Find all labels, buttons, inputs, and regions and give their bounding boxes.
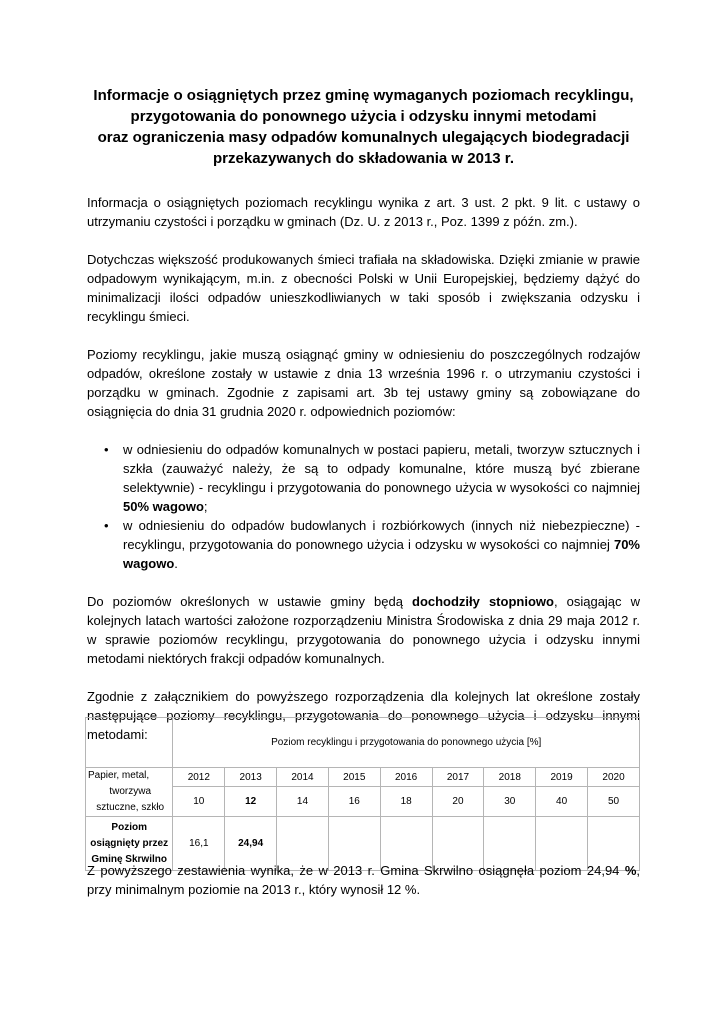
list-item-end: ;: [203, 499, 208, 514]
paragraph-conclusion: [87, 861, 640, 899]
bullet-icon: •: [104, 442, 109, 457]
title-line: przygotowania do ponownego użycia i odzysku innymi metodami: [130, 108, 597, 125]
emphasis-text: %: [624, 863, 637, 878]
min-level-cell: 10: [173, 787, 225, 817]
paragraph-gradual: [87, 592, 640, 668]
text-span: Do poziomów określonych w ustawie gminy będą: [87, 594, 412, 609]
category-line: Papier, metal,: [88, 770, 150, 781]
bullet-icon: •: [104, 518, 109, 533]
year-cell: 2015: [328, 768, 380, 787]
achieved-cell: 24,94: [225, 817, 277, 871]
table-row: [86, 768, 640, 787]
achieved-label-line: osiągnięty przez: [90, 837, 169, 849]
category-line: sztuczne, szkło: [96, 802, 165, 813]
achieved-label-line: Poziom: [111, 821, 147, 833]
paragraph-table-intro: Zgodnie z załącznikiem do powyższego rozporządzenia dla kolejnych lat określone zostały następujące poziomy recyklingu, przygotowania do ponownego użycia i odzysku innymi metodami:: [87, 689, 640, 742]
list-item: [104, 516, 640, 573]
min-level-cell: 12: [225, 787, 277, 817]
year-cell: 2016: [380, 768, 432, 787]
min-level-cell: 30: [484, 787, 536, 817]
min-level-cell: 40: [536, 787, 588, 817]
paragraph-requirements: Poziomy recyklingu, jakie muszą osiągnąć gminy w odniesieniu do poszczególnych rodzajów odpadów, określone zostały w ustawie z dnia 13 września 1996 r. o utrzymaniu czystości i porządku w gminach. Zgodnie z zapisami art. 3b tej ustawy gminy są zobowiązane do osiągnięcia do dnia 31 grudnia 2020 r. odpowiednich poziomów:: [87, 347, 640, 419]
recycling-levels-table: [85, 717, 640, 871]
document-body: [87, 85, 640, 744]
year-cell: 2018: [484, 768, 536, 787]
paragraph-intro: Dotychczas większość produkowanych śmieci trafiała na składowiska. Dzięki zmianie w prawie odpadowym wynikającym, m.in. z obecności Polski w Unii Europejskiej, będziemy dążyć do minimalizacji ilości odpadów unieszkodliwianych w taki sposób i zwiększania odzysku i recyklingu śmieci.: [87, 252, 640, 324]
year-cell: 2014: [277, 768, 329, 787]
list-item: [104, 440, 640, 516]
min-level-cell: 14: [277, 787, 329, 817]
year-cell: 2019: [536, 768, 588, 787]
category-cell: [86, 768, 173, 817]
table-cell-empty: [86, 718, 173, 768]
title-line: Informacje o osiągniętych przez gminę wymaganych poziomach recyklingu,: [93, 87, 634, 104]
min-level-cell: 20: [432, 787, 484, 817]
paragraph-legal-basis: Informacja o osiągniętych poziomach recyklingu wynika z art. 3 ust. 2 pkt. 9 lit. c ustawy o utrzymaniu czystości i porządku w gminach (Dz. U. z 2013 r., Poz. 1399 z późn. zm.).: [87, 195, 640, 229]
title-line: oraz ograniczenia masy odpadów komunalnych ulegających biodegradacji: [97, 129, 630, 146]
min-level-cell: 16: [328, 787, 380, 817]
table-row: [86, 718, 640, 768]
list-item-text: w odniesieniu do odpadów budowlanych i rozbiórkowych (innych niż niebezpieczne) - recyklingu, przygotowania do ponownego użycia i odzysku w wysokości co najmniej: [123, 518, 640, 552]
text-span: , przy minimalnym poziomie na 2013 r., który wynosił 12 %.: [87, 863, 640, 897]
year-cell: 2020: [588, 768, 640, 787]
category-line: tworzywa: [109, 786, 152, 797]
achieved-label-line: Gminę Skrwilno: [91, 853, 167, 865]
emphasis-text: dochodziły stopniowo: [412, 594, 554, 609]
text-span: Z powyższego zestawienia wynika, że w 2013 r. Gmina Skrwilno osiągnęła poziom 24,94: [87, 863, 625, 878]
achieved-cell: 16,1: [173, 817, 225, 871]
year-cell: 2013: [225, 768, 277, 787]
list-item-text: w odniesieniu do odpadów komunalnych w postaci papieru, metali, tworzyw sztucznych i szkła (zauważyć należy, że są to odpady komunalne, które muszą być zbierane selektywnie) - recyklingu i przygotowania do ponownego użycia w wysokości co najmniej: [123, 442, 640, 495]
list-item-bold: 70% wagowo: [123, 537, 640, 571]
requirements-list: [87, 440, 640, 573]
min-level-cell: 50: [588, 787, 640, 817]
table-header-cell: Poziom recyklingu i przygotowania do ponownego użycia [%]: [173, 718, 640, 768]
document-title: [87, 85, 640, 169]
min-level-cell: 18: [380, 787, 432, 817]
list-item-end: .: [174, 556, 178, 571]
text-span: , osiągając w kolejnych latach wartości założone rozporządzeniu Ministra Środowiska z dnia 29 maja 2012 r. w sprawie poziomów recyklingu, przygotowania do ponownego użycia i odzysku innymi metodami niektórych frakcji odpadów komunalnych.: [87, 594, 640, 666]
year-cell: 2012: [173, 768, 225, 787]
list-item-bold: 50% wagowo: [123, 499, 204, 514]
year-cell: 2017: [432, 768, 484, 787]
title-line: przekazywanych do składowania w 2013 r.: [213, 150, 514, 167]
